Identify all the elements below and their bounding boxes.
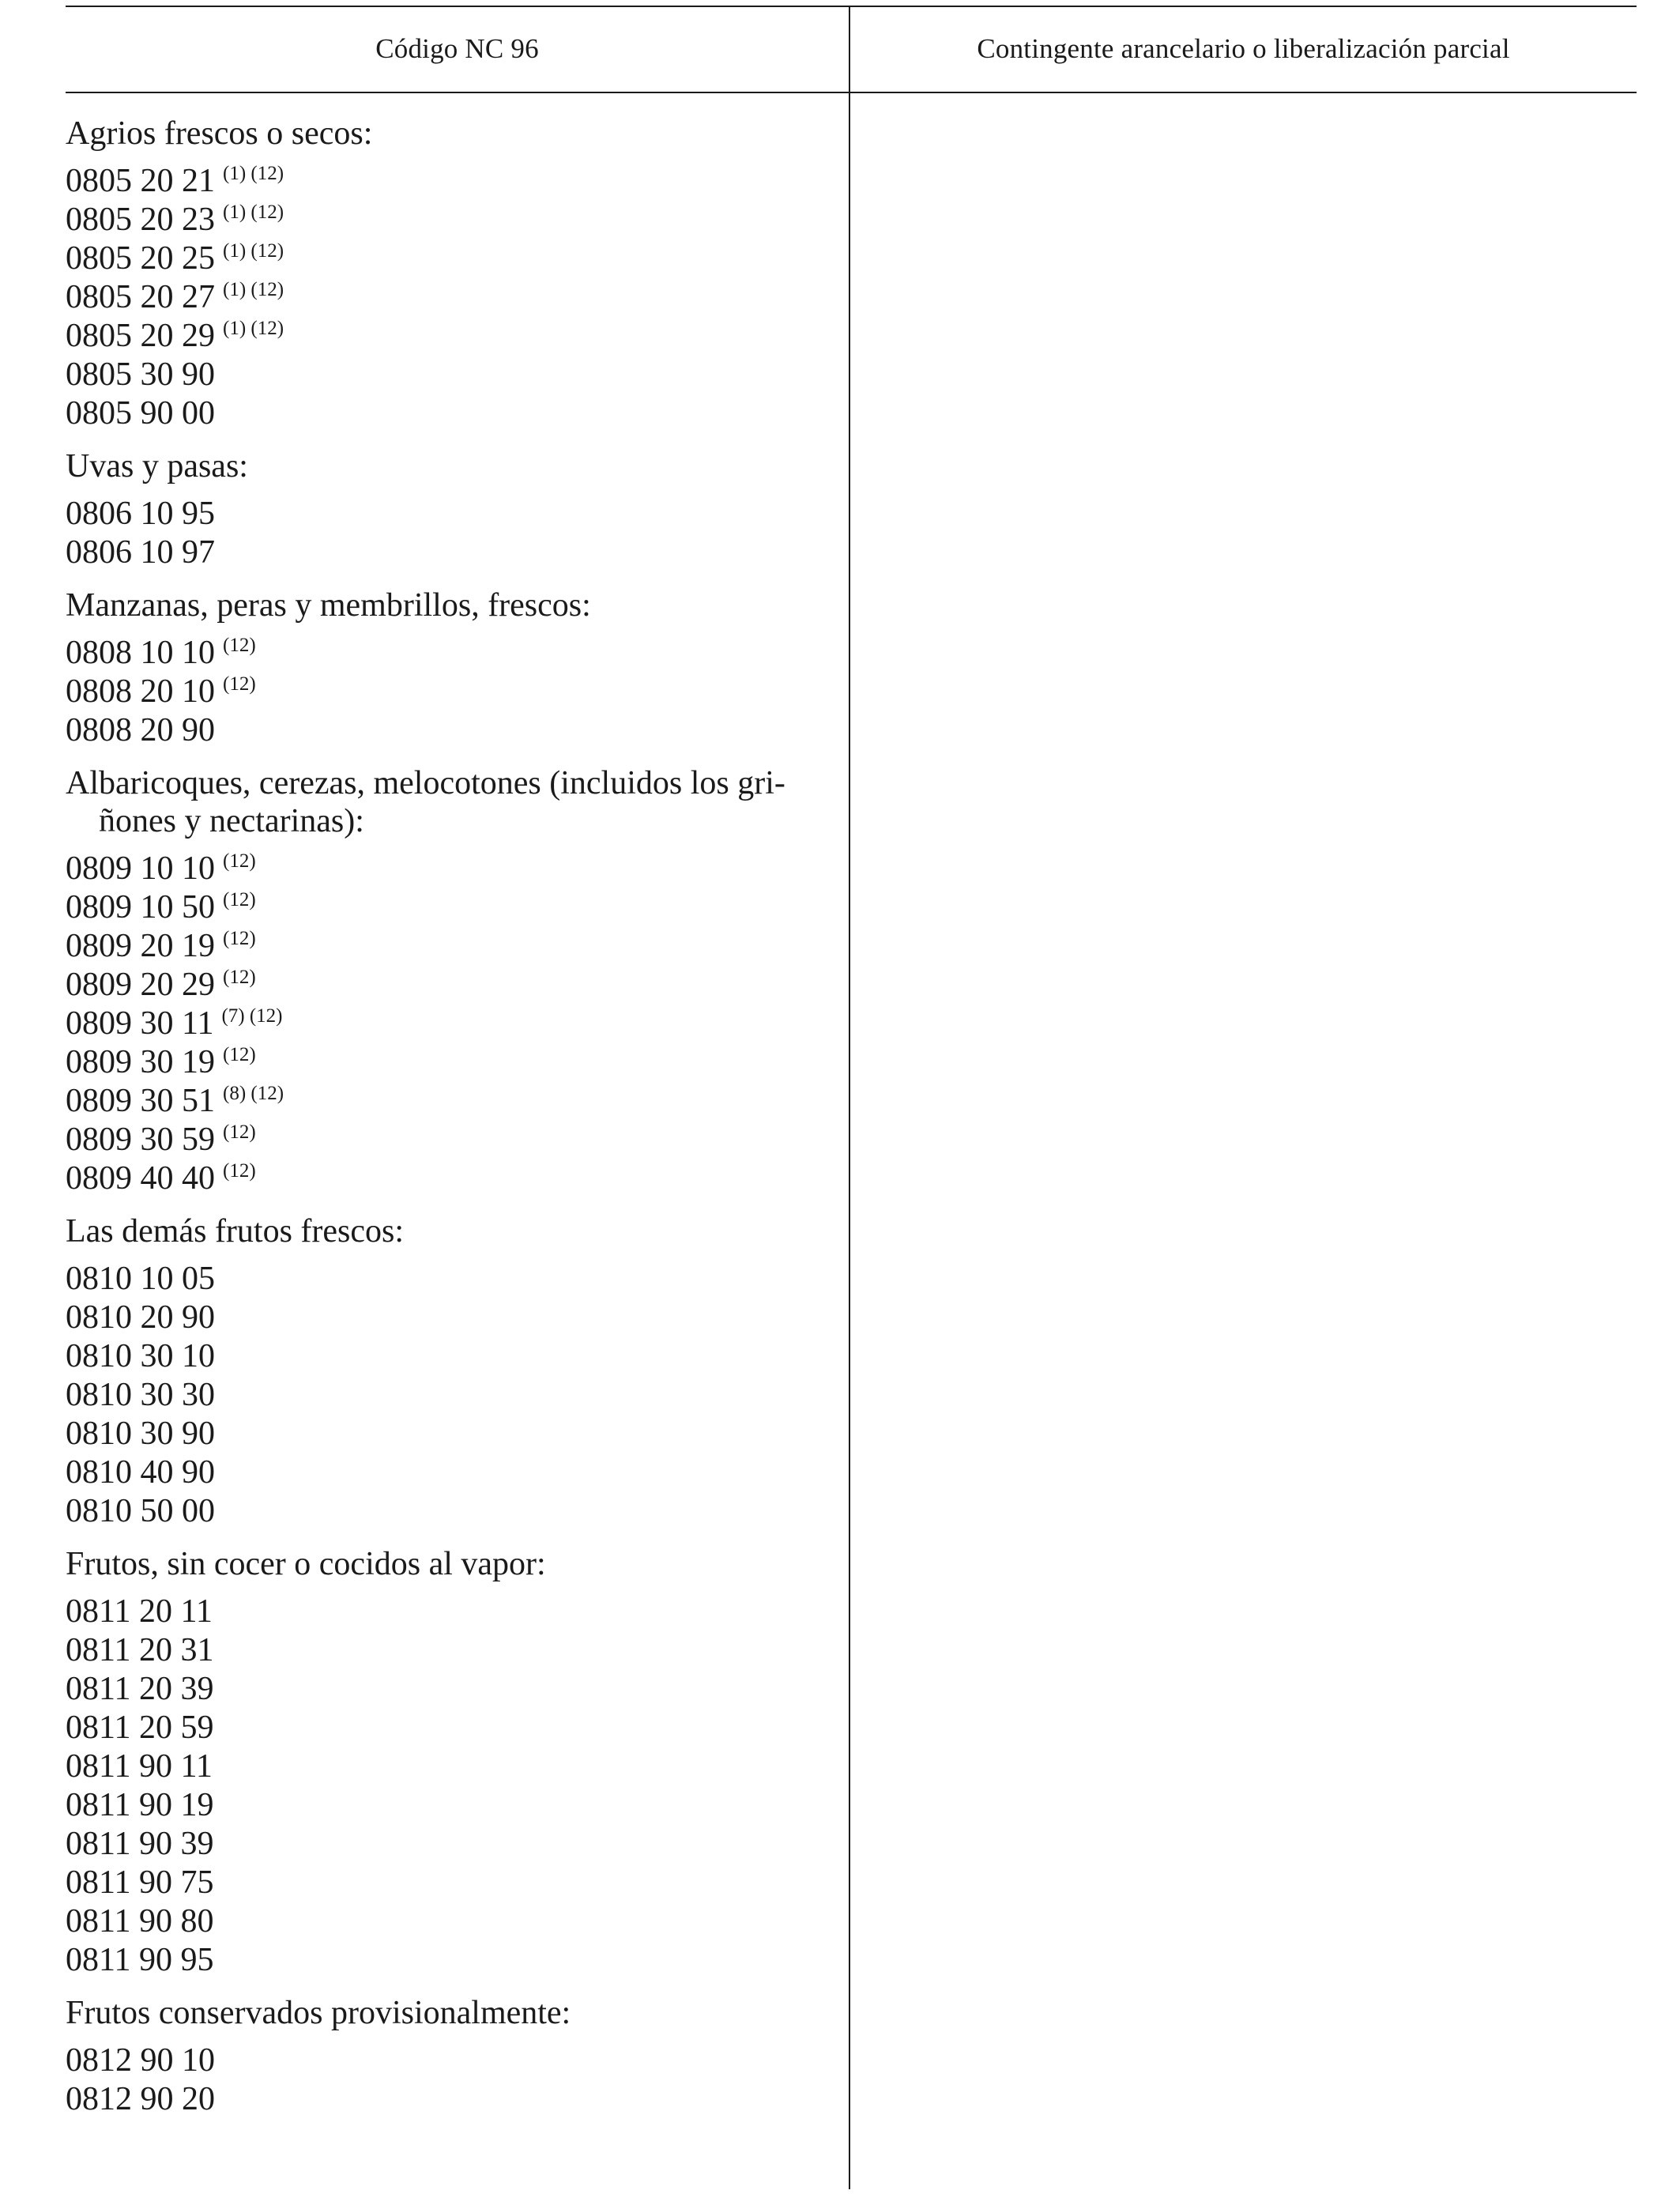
- group-title: Frutos conservados provisionalmente:: [66, 1995, 571, 2031]
- cn-code: 0805 20 25: [66, 240, 215, 277]
- group-title: Agrios frescos o secos:: [66, 115, 373, 152]
- footnote-reference: (12): [223, 1044, 256, 1065]
- cn-code: 0811 20 39: [66, 1671, 214, 1707]
- cn-code-row: [66, 1670, 836, 1709]
- product-group: [66, 115, 836, 433]
- group-title: Las demás frutos frescos:: [66, 1213, 405, 1250]
- cn-code: 0811 90 39: [66, 1826, 214, 1862]
- product-group: [66, 447, 836, 572]
- footnote-reference: (12): [223, 635, 256, 656]
- cn-code: 0811 90 75: [66, 1864, 214, 1901]
- cn-code: 0811 20 11: [66, 1593, 213, 1630]
- tariff-table: [66, 6, 1637, 2189]
- cn-code-row: [66, 1825, 836, 1864]
- group-title: Uvas y pasas:: [66, 448, 248, 484]
- footnote-reference: (1) (12): [223, 202, 284, 223]
- cn-code: 0812 90 20: [66, 2081, 215, 2117]
- cn-code: 0808 20 90: [66, 712, 215, 748]
- footnote-reference: (7) (12): [221, 1005, 283, 1027]
- cn-code-row: [66, 356, 836, 394]
- cn-code: 0810 10 05: [66, 1261, 215, 1297]
- cn-code: 0810 20 90: [66, 1299, 215, 1336]
- product-group: [66, 764, 836, 1198]
- cn-code: 0808 20 10: [66, 673, 215, 710]
- quota-column: [850, 93, 1637, 2189]
- cn-code-row: [66, 1376, 836, 1415]
- footnote-reference: (1) (12): [223, 240, 284, 262]
- cn-code: 0809 30 11: [66, 1005, 214, 1042]
- cn-code: 0812 90 10: [66, 2042, 215, 2079]
- footnote-reference: (12): [223, 889, 256, 910]
- cn-code: 0810 30 10: [66, 1338, 215, 1374]
- cn-code: 0805 20 27: [66, 279, 215, 315]
- cn-code: 0809 30 19: [66, 1044, 215, 1080]
- cn-code-row: [66, 888, 836, 927]
- cn-code-row: [66, 1082, 836, 1121]
- cn-code: 0805 20 29: [66, 318, 215, 354]
- cn-code-row: [66, 850, 836, 888]
- product-group: [66, 1545, 836, 1980]
- footnote-reference: (12): [223, 928, 256, 949]
- footnote-reference: (8) (12): [223, 1083, 284, 1104]
- footnote-reference: (12): [223, 850, 256, 872]
- cn-code-row: [66, 1492, 836, 1531]
- cn-code-row: [66, 927, 836, 966]
- cn-code-row: [66, 1043, 836, 1082]
- cn-code: 0806 10 95: [66, 496, 215, 532]
- cn-code-row: [66, 1631, 836, 1670]
- product-group: [66, 586, 836, 750]
- cn-code: 0810 40 90: [66, 1454, 215, 1491]
- cn-code: 0805 20 23: [66, 202, 215, 238]
- cn-code: 0809 30 51: [66, 1083, 215, 1119]
- cn-code: 0809 30 59: [66, 1122, 215, 1158]
- cn-code: 0806 10 97: [66, 534, 215, 571]
- group-title: Albaricoques, cerezas, melocotones (incluidos los gri- ñones y nectarinas):: [66, 765, 785, 839]
- cn-code: 0811 20 59: [66, 1710, 214, 1746]
- cn-code-row: [66, 2041, 836, 2080]
- cn-code-row: [66, 1121, 836, 1159]
- cn-code-row: [66, 1593, 836, 1631]
- cn-code-row: [66, 162, 836, 201]
- cn-code: 0809 40 40: [66, 1160, 215, 1197]
- cn-code-row: [66, 201, 836, 239]
- cn-code-row: [66, 634, 836, 673]
- cn-code-row: [66, 1902, 836, 1941]
- footnote-reference: (1) (12): [223, 279, 284, 300]
- cn-code-row: [66, 495, 836, 533]
- footnote-reference: (1) (12): [223, 163, 284, 184]
- cn-code-row: [66, 239, 836, 278]
- cn-code-row: [66, 1864, 836, 1902]
- footnote-reference: (12): [223, 1122, 256, 1143]
- cn-code-row: [66, 966, 836, 1005]
- cn-code: 0805 20 21: [66, 163, 215, 199]
- product-group: [66, 1212, 836, 1531]
- code-column: [66, 115, 836, 2133]
- cn-code: 0811 20 31: [66, 1632, 214, 1668]
- group-title: Manzanas, peras y membrillos, frescos:: [66, 587, 591, 624]
- cn-code: 0809 20 19: [66, 928, 215, 964]
- cn-code-row: [66, 1941, 836, 1980]
- column-header-quota: Contingente arancelario o liberalización parcial: [977, 32, 1510, 64]
- cn-code-row: [66, 1709, 836, 1747]
- cn-code: 0811 90 19: [66, 1787, 214, 1823]
- group-title: Frutos, sin cocer o cocidos al vapor:: [66, 1546, 546, 1582]
- footnote-reference: (12): [223, 1160, 256, 1182]
- cn-code-row: [66, 1337, 836, 1376]
- cn-code-row: [66, 2080, 836, 2119]
- footnote-reference: (12): [223, 967, 256, 988]
- footnote-reference: (1) (12): [223, 318, 284, 339]
- cn-code-row: [66, 1415, 836, 1453]
- cn-code: 0809 10 50: [66, 889, 215, 925]
- cn-code-row: [66, 673, 836, 711]
- cn-code: 0805 30 90: [66, 356, 215, 393]
- cn-code-row: [66, 1299, 836, 1337]
- cn-code: 0805 90 00: [66, 395, 215, 432]
- cn-code-row: [66, 1453, 836, 1492]
- cn-code-row: [66, 711, 836, 750]
- cn-code: 0811 90 80: [66, 1903, 214, 1940]
- cn-code-row: [66, 1159, 836, 1198]
- cn-code: 0811 90 95: [66, 1942, 214, 1978]
- cn-code: 0808 10 10: [66, 635, 215, 671]
- cn-code-row: [66, 1747, 836, 1786]
- cn-code-row: [66, 1260, 836, 1299]
- cn-code-row: [66, 1786, 836, 1825]
- cn-code: 0810 30 90: [66, 1416, 215, 1452]
- cn-code-row: [66, 533, 836, 572]
- column-header-code: Código NC 96: [375, 32, 539, 64]
- product-group: [66, 1994, 836, 2119]
- cn-code-row: [66, 394, 836, 433]
- cn-code: 0809 20 29: [66, 967, 215, 1003]
- footnote-reference: (12): [223, 673, 256, 695]
- cn-code-row: [66, 317, 836, 356]
- cn-code: 0809 10 10: [66, 850, 215, 887]
- cn-code: 0810 50 00: [66, 1493, 215, 1529]
- cn-code-row: [66, 1005, 836, 1043]
- cn-code: 0811 90 11: [66, 1748, 213, 1785]
- cn-code-row: [66, 278, 836, 317]
- cn-code: 0810 30 30: [66, 1377, 215, 1413]
